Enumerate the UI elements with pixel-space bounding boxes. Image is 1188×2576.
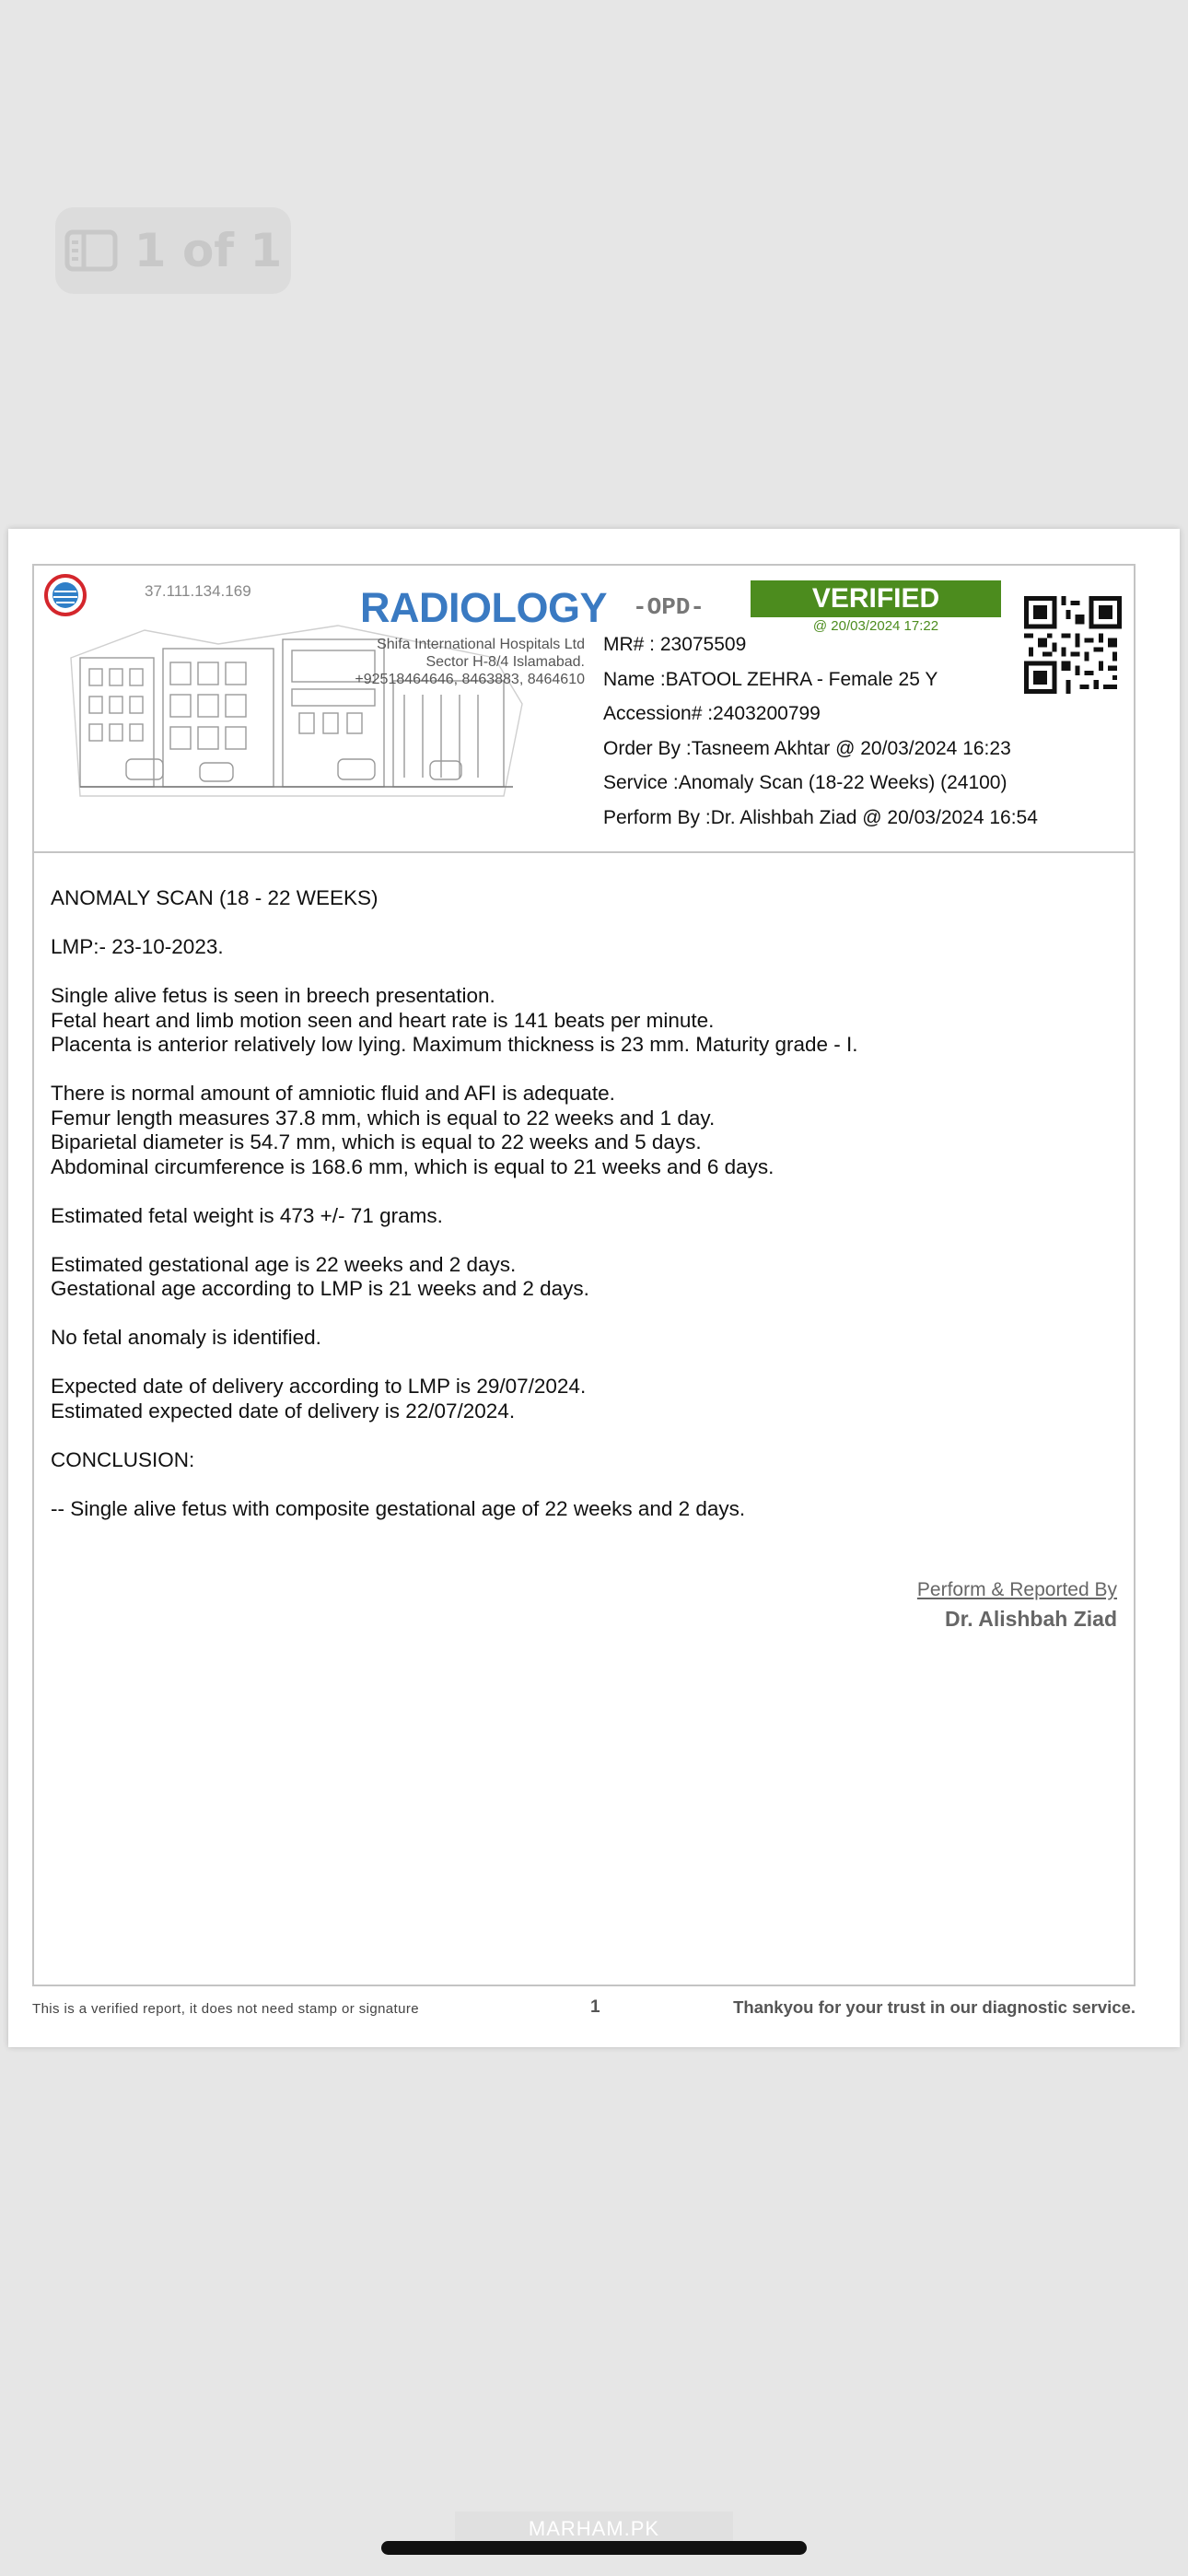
hospital-phone: +92518464646, 8463883, 8464610	[355, 672, 585, 687]
finding-line: Placenta is anterior relatively low lying. Maximum thickness is 23 mm. Maturity grade - I.	[51, 1033, 858, 1056]
order-by: Order By :Tasneem Akhtar @ 20/03/2024 16:23	[603, 737, 1011, 759]
mr-number: MR# : 23075509	[603, 634, 747, 655]
signature-label: Perform & Reported By	[916, 1579, 1117, 1600]
fetal-weight-line: Estimated fetal weight is 473 +/- 71 grams.	[51, 1203, 443, 1227]
page-indicator-label: 1 of 1	[134, 224, 283, 277]
finding-line: Fetal heart and limb motion seen and heart rate is 141 beats per minute.	[51, 1008, 715, 1032]
ip-address: 37.111.134.169	[145, 582, 251, 600]
report-header	[34, 566, 1134, 853]
hospital-sector: Sector H-8/4 Islamabad.	[425, 654, 585, 670]
patient-info	[603, 634, 1038, 841]
page-indicator[interactable]	[55, 207, 291, 294]
verified-time: @ 20/03/2024 17:22	[812, 618, 939, 634]
patient-name: Name :BATOOL ZEHRA - Female 25 Y	[603, 668, 938, 690]
perform-by: Perform By :Dr. Alishbah Ziad @ 20/03/2024 16:54	[603, 806, 1038, 828]
finding-line: There is normal amount of amniotic fluid and AFI is adequate.	[51, 1082, 615, 1105]
finding-line: Single alive fetus is seen in breech presentation.	[51, 984, 495, 1007]
sidebar-icon	[64, 229, 118, 272]
report-title: ANOMALY SCAN (18 - 22 WEEKS)	[51, 886, 379, 909]
opd-label: -OPD-	[633, 593, 705, 621]
footer-thanks: Thankyou for your trust in our diagnostic service.	[733, 1997, 1136, 2017]
watermark: MARHAM.PK	[455, 2512, 733, 2547]
finding-line: Expected date of delivery according to LMP is 29/07/2024.	[51, 1375, 587, 1398]
report-body	[51, 886, 1119, 1521]
footer-page-number: 1	[590, 1997, 600, 2017]
department-title: RADIOLOGY	[360, 584, 608, 631]
finding-line: Estimated expected date of delivery is 22/07/2024.	[51, 1399, 516, 1423]
finding-line: Estimated gestational age is 22 weeks and 2 days.	[51, 1252, 517, 1276]
report-page	[8, 529, 1180, 2047]
finding-line: Abdominal circumference is 168.6 mm, which is equal to 21 weeks and 6 days.	[51, 1154, 775, 1178]
report-frame	[32, 564, 1136, 1986]
finding-line: Femur length measures 37.8 mm, which is equal to 22 weeks and 1 day.	[51, 1106, 716, 1130]
home-indicator[interactable]	[381, 2541, 807, 2555]
hospital-address	[355, 636, 585, 688]
conclusion-label: CONCLUSION:	[51, 1447, 195, 1471]
verified-badge: VERIFIED	[751, 580, 1001, 617]
footer-note: This is a verified report, it does not need stamp or signature	[32, 2001, 419, 2017]
conclusion-text: -- Single alive fetus with composite gestational age of 22 weeks and 2 days.	[51, 1496, 746, 1520]
signature-block	[917, 1579, 1117, 1632]
finding-line: Gestational age according to LMP is 21 weeks and 2 days.	[51, 1277, 589, 1300]
lmp-line: LMP:- 23-10-2023.	[51, 935, 224, 958]
service: Service :Anomaly Scan (18-22 Weeks) (24100)	[603, 772, 1007, 793]
hospital-name: Shifa International Hospitals Ltd	[377, 637, 585, 652]
accession-number: Accession# :2403200799	[603, 703, 821, 724]
qr-code-icon	[1024, 596, 1122, 694]
anomaly-line: No fetal anomaly is identified.	[51, 1326, 321, 1349]
finding-line: Biparietal diameter is 54.7 mm, which is equal to 22 weeks and 5 days.	[51, 1130, 702, 1153]
signature-doctor: Dr. Alishbah Ziad	[944, 1607, 1117, 1631]
